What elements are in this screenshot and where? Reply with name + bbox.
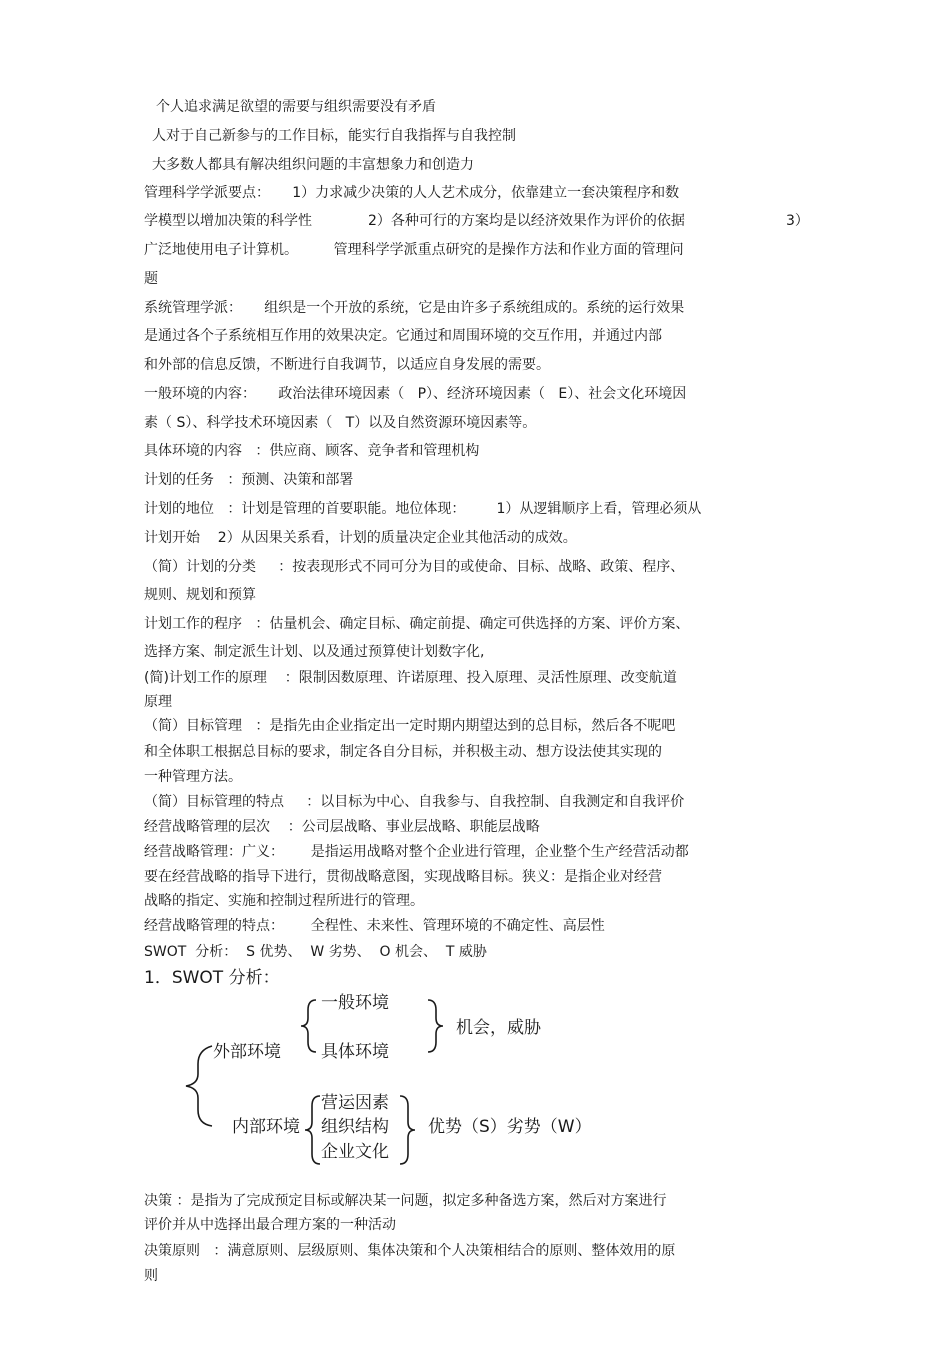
text-line: 人对于自己新参与的工作目标，能实行自我指挥与自我控制 [152, 128, 516, 144]
text-line: SWOT 分析： S 优势、 W 劣势、 O 机会、 T 威胁 [144, 944, 487, 960]
label-external-environment: 外部环境 [213, 1042, 281, 1062]
text-line: 计划的任务 ：预测、决策和部署 [144, 472, 354, 488]
text-line: 和全体职工根据总目标的要求，制定各自分目标，并积极主动、想方设法使其实现的 [144, 744, 662, 760]
text-line: 规则、规划和预算 [144, 587, 256, 603]
text-line: 和外部的信息反馈，不断进行自我调节，以适应自身发展的需要。 [144, 357, 550, 373]
label-general-environment: 一般环境 [321, 993, 389, 1013]
text-line: 个人追求满足欲望的需要与组织需要没有矛盾 [156, 99, 436, 115]
label-operations: 营运因素 [321, 1093, 389, 1113]
label-internal-environment: 内部环境 [232, 1117, 300, 1137]
text-line: 经营战略管理的层次 ：公司层战略、事业层战略、职能层战略 [144, 819, 540, 835]
text-line: 决策 ：是指为了完成预定目标或解决某一问题，拟定多种备选方案，然后对方案进行 [144, 1193, 667, 1209]
text-line: 大多数人都具有解决组织问题的丰富想象力和创造力 [152, 157, 474, 173]
text-line: (简)计划工作的原理 ：限制因数原理、许诺原理、投入原理、灵活性原理、改变航道 [144, 670, 677, 686]
text-line: 素（ S）、科学技术环境因素（ T）以及自然资源环境因素等。 [144, 415, 537, 431]
text-line: 决策原则 ：满意原则、层级原则、集体决策和个人决策相结合的原则、整体效用的原 [144, 1243, 676, 1259]
text-line: 具体环境的内容 ：供应商、顾客、竞争者和管理机构 [144, 443, 480, 459]
text-line: 则 [144, 1268, 158, 1284]
brace-external-internal [180, 1040, 220, 1130]
text-line: 计划的地位 ：计划是管理的首要职能。地位体现： 1）从逻辑顺序上看，管理必须从 [144, 501, 702, 517]
text-line: （简）目标管理 ：是指先由企业指定出一定时期内期望达到的总目标，然后各不呢吧 [144, 718, 676, 734]
text-line: 评价并从中选择出最合理方案的一种活动 [144, 1217, 396, 1233]
text-line: 管理科学学派要点： 1）力求减少决策的人人艺术成分，依靠建立一套决策程序和数 [144, 185, 680, 201]
text-line: 广泛地使用电子计算机。 管理科学学派重点研究的是操作方法和作业方面的管理问 [144, 242, 684, 258]
text-line: 3） [786, 213, 809, 229]
label-specific-environment: 具体环境 [321, 1042, 389, 1062]
text-line: 计划开始 2）从因果关系看，计划的质量决定企业其他活动的成效。 [144, 530, 577, 546]
text-line: （简）目标管理的特点 ：以目标为中心、自我参与、自我控制、自我测定和自我评价 [144, 794, 685, 810]
text-line: 战略的指定、实施和控制过程所进行的管理。 [144, 893, 424, 909]
swot-heading: 1．SWOT 分析： [144, 968, 280, 988]
label-opportunity-threat: 机会，威胁 [456, 1018, 541, 1038]
text-line: 一种管理方法。 [144, 769, 242, 785]
text-line: 题 [144, 271, 158, 287]
text-line: 选择方案、制定派生计划、以及通过预算使计划数字化, [144, 644, 485, 660]
text-line: （简）计划的分类 ：按表现形式不同可分为目的或使命、目标、战略、政策、程序、 [144, 559, 685, 575]
text-line: 要在经营战略的指导下进行，贯彻战略意图，实现战略目标。狭义：是指企业对经营 [144, 869, 662, 885]
text-line: 经营战略管理：广义： 是指运用战略对整个企业进行管理，企业整个生产经营活动都 [144, 844, 689, 860]
label-org-structure: 组织结构 [321, 1117, 389, 1137]
text-line: 经营战略管理的特点： 全程性、未来性、管理环境的不确定性、高层性 [144, 918, 605, 934]
text-line: 2）各种可行的方案均是以经济效果作为评价的依据 [368, 213, 685, 229]
text-line: 原理 [144, 694, 172, 710]
text-line: 计划工作的程序 ：估量机会、确定目标、确定前提、确定可供选择的方案、评价方案、 [144, 616, 690, 632]
text-line: 一般环境的内容： 政治法律环境因素（ P）、经济环境因素（ E）、社会文化环境因 [144, 386, 687, 402]
brace-to-strength [396, 1092, 426, 1168]
text-line: 系统管理学派： 组织是一个开放的系统，它是由许多子系统组成的。系统的运行效果 [144, 300, 685, 316]
text-line: 学模型以增加决策的科学性 [144, 213, 312, 229]
label-culture: 企业文化 [321, 1142, 389, 1162]
text-line: 是通过各个子系统相互作用的效果决定。它通过和周围环境的交互作用，并通过内部 [144, 328, 662, 344]
brace-to-opportunity [424, 996, 450, 1056]
label-strength-weakness: 优势（S）劣势（W） [428, 1117, 592, 1137]
